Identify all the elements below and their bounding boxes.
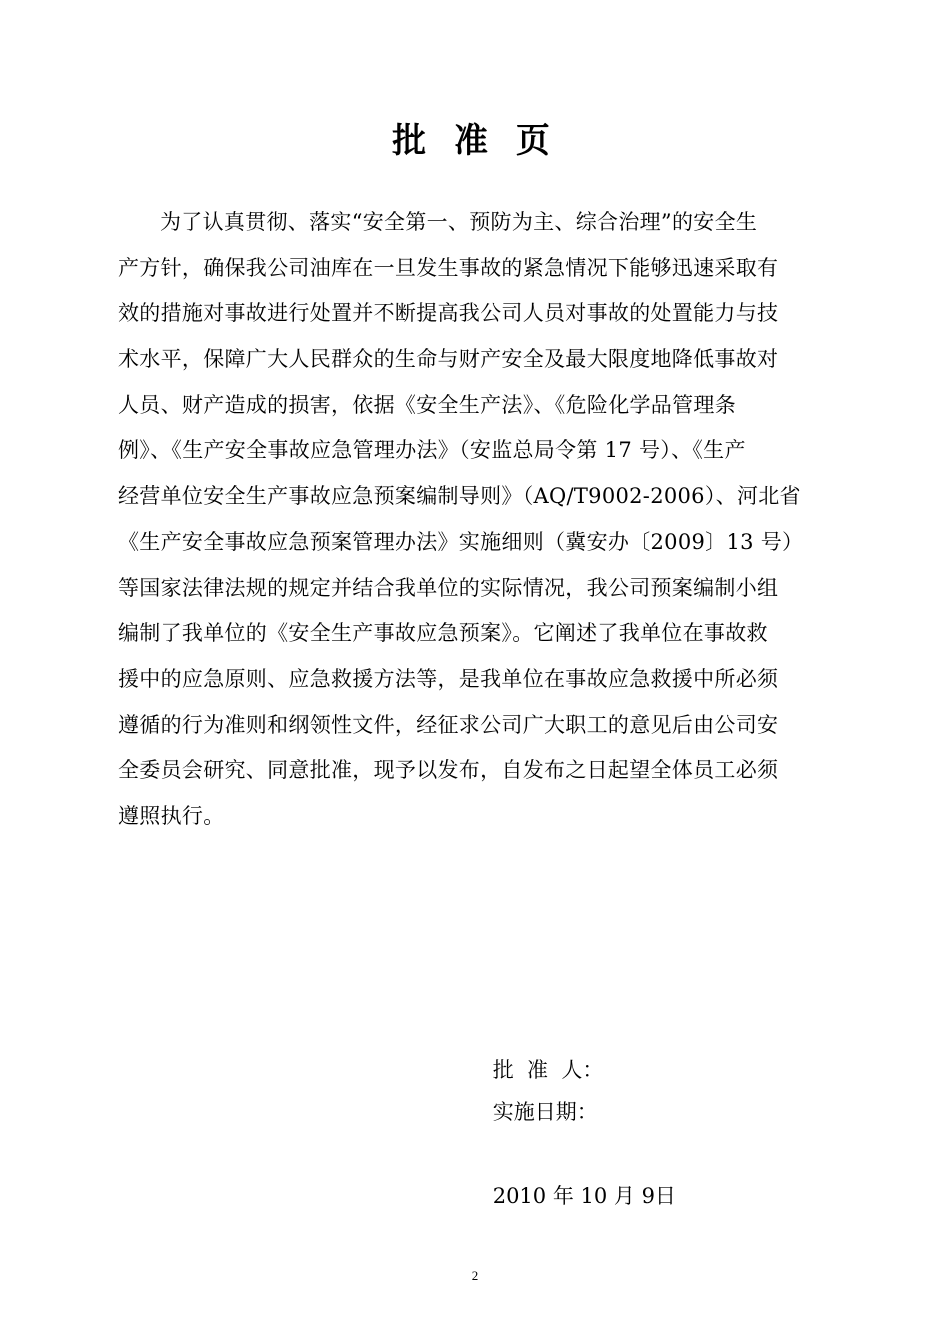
paragraph-line: 等国家法律法规的规定并结合我单位的实际情况，我公司预案编制小组 (118, 575, 779, 600)
paragraph-line: 效的措施对事故进行处置并不断提高我公司人员对事故的处置能力与技 (118, 301, 779, 326)
approver-label: 批 准 人： (492, 1058, 604, 1082)
paragraph-line: 遵照执行。 (118, 803, 225, 828)
paragraph-line: 援中的应急原则、应急救援方法等，是我单位在事故应急救援中所必须 (118, 666, 779, 691)
page-number: 2 (471, 1268, 479, 1283)
date-label: 实施日期： (492, 1100, 598, 1124)
paragraph-line: 产方针，确保我公司油库在一旦发生事故的紧急情况下能够迅速采取有 (118, 255, 779, 280)
paragraph-line: 全委员会研究、同意批准，现予以发布，自发布之日起望全体员工必须 (118, 758, 779, 783)
page-title: 批 准 页 (392, 121, 558, 161)
date-value: 2010 年 10 月 9日 (492, 1184, 676, 1208)
paragraph-line: 人员、财产造成的损害，依据《安全生产法》、《危险化学品管理条 (118, 392, 736, 417)
paragraph-line: 术水平，保障广大人民群众的生命与财产安全及最大限度地降低事故对 (118, 347, 779, 372)
paragraph-line: 例》、《生产安全事故应急管理办法》（安监总局令第 17 号）、《生产 (118, 438, 746, 463)
paragraph-line: 为了认真贯彻、落实“安全第一、预防为主、综合治理”的安全生 (160, 210, 758, 234)
signature-block (466, 1007, 676, 1208)
body-paragraph (118, 200, 838, 840)
approver-row (466, 1007, 676, 1082)
paragraph-line: 经营单位安全生产事故应急预案编制导则》（AQ/T9002-2006）、河北省 (118, 484, 801, 509)
paragraph-line: 编制了我单位的《安全生产事故应急预案》。它阐述了我单位在事故救 (118, 621, 768, 646)
paragraph-line: 遵循的行为准则和纲领性文件，经征求公司广大职工的意见后由公司安 (118, 712, 779, 737)
paragraph-line: 《生产安全事故应急预案管理办法》实施细则（冀安办〔2009〕13 号） (118, 529, 804, 554)
